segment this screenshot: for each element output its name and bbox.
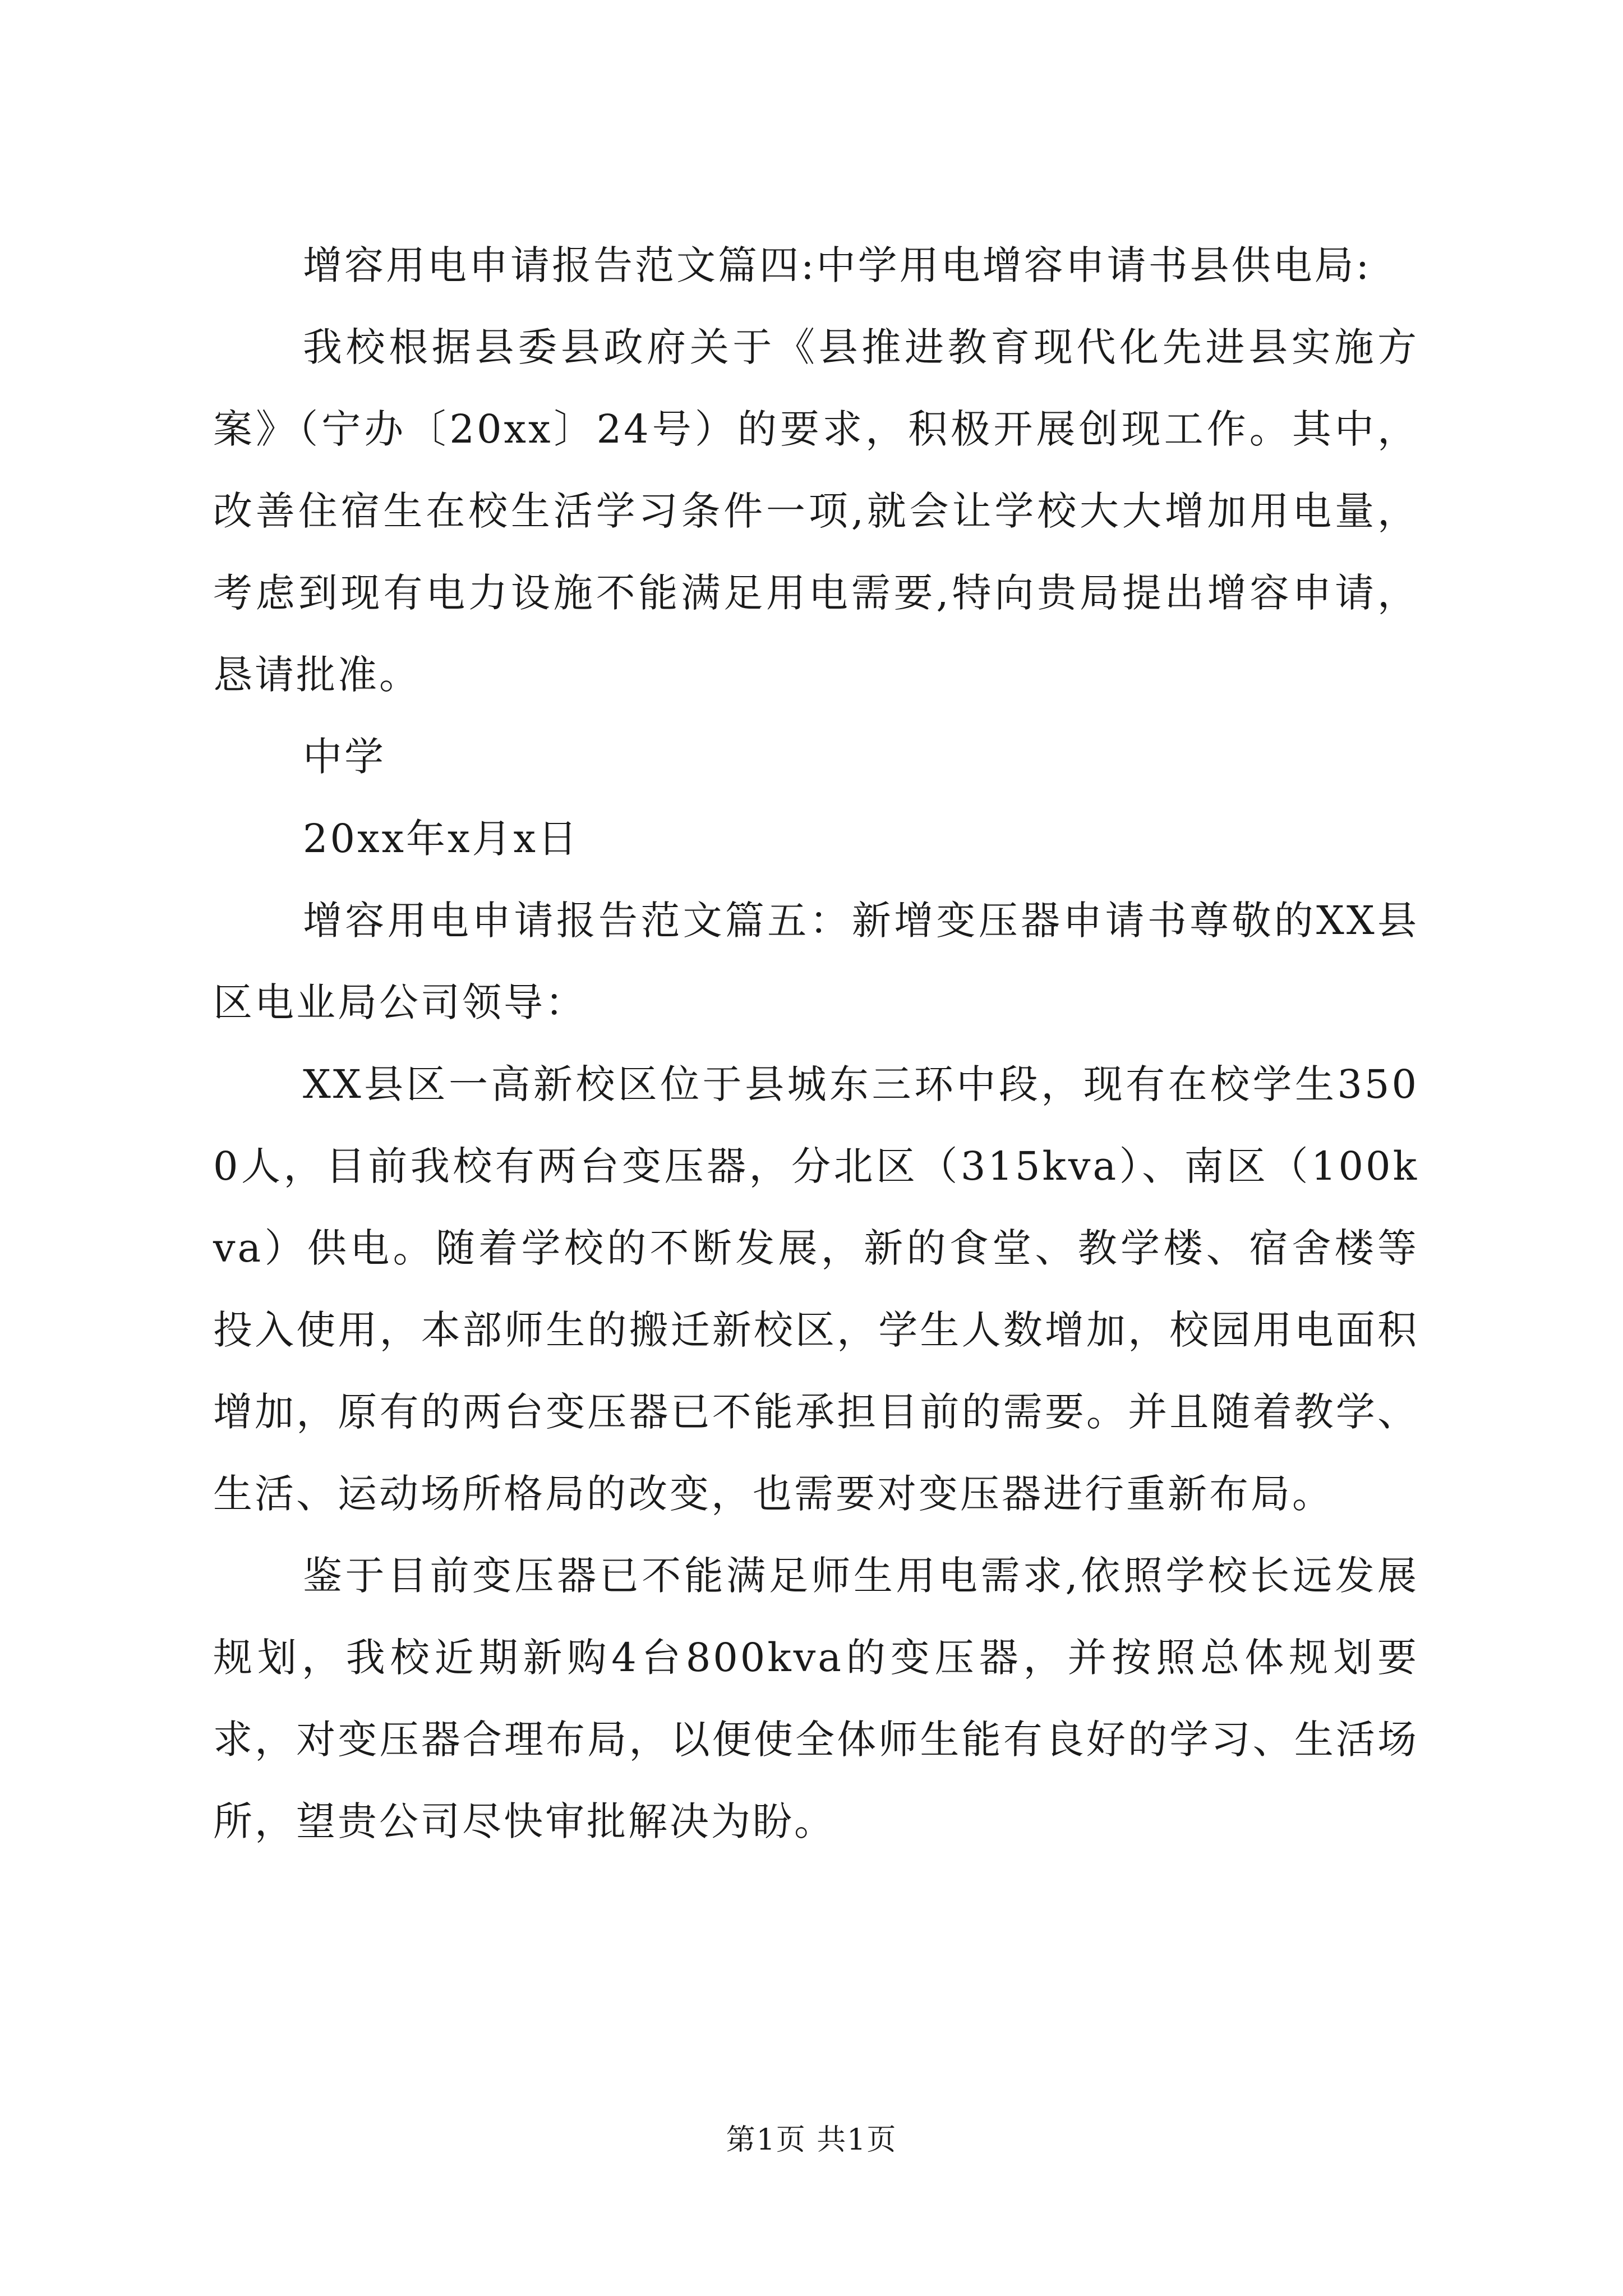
paragraph-heading-part-five: 增容用电申请报告范文篇五：新增变压器申请书尊敬的XX县区电业局公司领导： [213,898,1419,1025]
page-footer: 第1页 共1页 [726,2123,897,2157]
paragraph-transformer-plan: 鉴于目前变压器已不能满足师生用电需求,依照学校长远发展规划，我校近期新购4台800kva的变压器，并按照总体规划要求，对变压器合理布局，以便使全体师生能有良好的学习、生活场所，望贵公司尽快审批解决为盼。 [213,1553,1419,1844]
paragraph-campus-situation: XX县区一高新校区位于县城东三环中段，现有在校学生3500人，目前我校有两台变压器，分北区（315kva）、南区（100kva）供电。随着学校的不断发展，新的食堂、教学楼、宿舍楼等投入使用，本部师生的搬迁新校区，学生人数增加，校园用电面积增加，原有的两台变压器已不能承担目前的需要。并且随着教学、生活、运动场所格局的改变，也需要对变压器进行重新布局。 [213,1061,1419,1517]
signature-school: 中学 [303,734,386,780]
paragraph-heading-part-four: 增容用电申请报告范文篇四:中学用电增容申请书县供电局: [303,242,1372,288]
paragraph-school-request: 我校根据县委县政府关于《县推进教育现代化先进县实施方案》（宁办〔20xx〕24号）的要求，积极开展创现工作。其中，改善住宿生在校生活学习条件一项,就会让学校大大增加用电量，考虑到现有电力设施不能满足用电需要,特向贵局提出增容申请，恳请批准。 [213,324,1419,698]
signature-date: 20xx年x月x日 [303,816,579,862]
document-body [213,224,1419,1862]
